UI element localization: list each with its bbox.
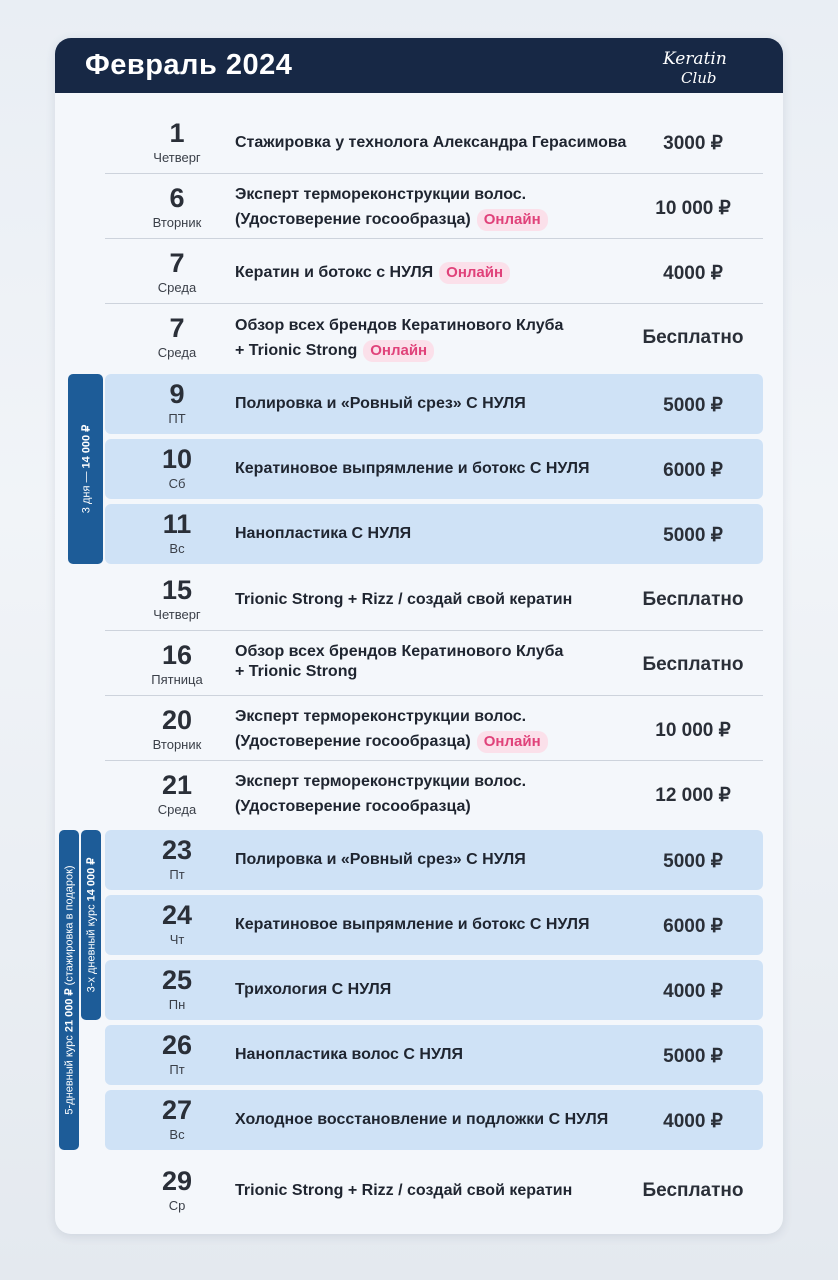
day-of-week: Чт: [169, 932, 185, 947]
course-price: 6000 ₽: [663, 916, 723, 937]
schedule-row-highlighted: [105, 960, 763, 1020]
schedule-card: [55, 38, 783, 1234]
day-of-week: Вс: [169, 541, 185, 556]
day-number: 6: [169, 183, 185, 213]
schedule-row-highlighted: [105, 1090, 763, 1150]
course-title: Кератиновое выпрямление и ботокс С НУЛЯ: [235, 916, 590, 933]
schedule-row-highlighted: [105, 895, 763, 955]
svg-text:Club: Club: [681, 69, 717, 87]
schedule-row-highlighted: [105, 374, 763, 434]
schedule-row-highlighted: [105, 439, 763, 499]
day-of-week: Пн: [168, 997, 186, 1012]
day-of-week: Среда: [157, 280, 197, 295]
course-price: Бесплатно: [642, 327, 744, 348]
course-price: Бесплатно: [642, 654, 744, 675]
schedule-row-highlighted: [105, 1025, 763, 1085]
day-of-week: Вторник: [152, 737, 202, 752]
course-price: 3000 ₽: [663, 133, 723, 154]
course-price: 10 000 ₽: [655, 198, 731, 219]
course-title: Стажировка у технолога Александра Герасимова: [235, 134, 627, 151]
course-price: 4000 ₽: [663, 263, 723, 284]
day-number: 25: [161, 965, 193, 995]
keratin-club-logo: [655, 42, 745, 90]
three-day-course-band: [81, 830, 101, 1020]
course-title: Полировка и «Ровный срез» С НУЛЯ: [235, 395, 526, 412]
course-title: Эксперт термореконструкции волос. (Удостоверение госообразца) Онлайн: [235, 182, 675, 232]
day-number: 27: [161, 1095, 193, 1125]
day-number: 29: [161, 1166, 193, 1196]
course-title: Кератин и ботокс с НУЛЯ Онлайн: [235, 260, 675, 285]
band-label: 5-дневный курс 21 000 ₽ (стажировка в подарок): [63, 865, 76, 1115]
schedule-row-highlighted: [105, 504, 763, 564]
five-day-course-band: [59, 830, 79, 1150]
course-title: Холодное восстановление и подложки С НУЛЯ: [235, 1111, 609, 1128]
day-of-week: Сб: [168, 476, 186, 491]
day-number: 1: [169, 118, 185, 148]
course-title: Обзор всех брендов Кератинового Клуба + Trionic Strong: [235, 643, 564, 680]
schedule-row: [105, 108, 763, 174]
day-number: 21: [161, 770, 193, 800]
svg-text:Keratin: Keratin: [663, 49, 727, 69]
schedule-row: [105, 760, 763, 825]
course-price: 12 000 ₽: [655, 785, 731, 806]
course-price: Бесплатно: [642, 1180, 744, 1201]
schedule-row: [105, 630, 763, 696]
day-number: 7: [169, 248, 185, 278]
day-number: 20: [161, 705, 193, 735]
day-number: 11: [162, 509, 192, 539]
course-title: Нанопластика волос С НУЛЯ: [235, 1046, 464, 1063]
course-price: 10 000 ₽: [655, 720, 731, 741]
course-price: 6000 ₽: [663, 460, 723, 481]
course-title: Обзор всех брендов Кератинового Клуба + Trionic Strong Онлайн: [235, 313, 675, 363]
band-label: 3-х дневный курс 14 000 ₽: [85, 857, 98, 993]
day-number: 26: [161, 1030, 193, 1060]
schedule-row-highlighted: [105, 830, 763, 890]
day-number: 7: [169, 313, 185, 343]
day-of-week: Среда: [157, 345, 197, 360]
course-title: Trionic Strong + Rizz / создай свой кератин: [235, 1182, 573, 1199]
day-of-week: Четверг: [153, 150, 201, 165]
day-of-week: ПТ: [168, 411, 186, 426]
course-price: 5000 ₽: [663, 1046, 723, 1067]
course-price: 5000 ₽: [663, 395, 723, 416]
course-title: Трихология С НУЛЯ: [235, 981, 392, 998]
course-title: Нанопластика С НУЛЯ: [235, 525, 412, 542]
day-number: 23: [161, 835, 193, 865]
course-price: 5000 ₽: [663, 851, 723, 872]
schedule-row: [105, 173, 763, 239]
day-of-week: Пятница: [151, 672, 203, 687]
schedule-row: [105, 695, 763, 761]
day-number: 24: [161, 900, 193, 930]
day-of-week: Четверг: [153, 607, 201, 622]
course-title: Эксперт термореконструкции волос. (Удостоверение госообразца) Онлайн: [235, 704, 675, 754]
online-badge: Онлайн: [477, 209, 548, 231]
day-number: 10: [161, 444, 193, 474]
three-day-course-band: [68, 374, 103, 564]
schedule-row: [105, 565, 763, 631]
schedule-row: [105, 303, 763, 368]
day-of-week: Вс: [169, 1127, 185, 1142]
day-of-week: Пт: [169, 867, 185, 882]
course-title: Trionic Strong + Rizz / создай свой кератин: [235, 591, 573, 608]
day-of-week: Пт: [169, 1062, 185, 1077]
course-title: Полировка и «Ровный срез» С НУЛЯ: [235, 851, 526, 868]
schedule-row: [105, 1156, 763, 1221]
day-of-week: Вторник: [152, 215, 202, 230]
day-number: 16: [161, 640, 193, 670]
course-title: Кератиновое выпрямление и ботокс С НУЛЯ: [235, 460, 590, 477]
online-badge: Онлайн: [363, 340, 434, 362]
day-of-week: Среда: [157, 802, 197, 817]
course-price: 4000 ₽: [663, 981, 723, 1002]
course-price: Бесплатно: [642, 589, 744, 610]
online-badge: Онлайн: [439, 262, 510, 284]
day-number: 15: [161, 575, 193, 605]
band-label: 3 дня — 14 000 ₽: [80, 424, 92, 514]
day-of-week: Ср: [168, 1198, 186, 1213]
header: [55, 38, 783, 93]
day-number: 9: [169, 379, 185, 409]
page-title: Февраль 2024: [85, 49, 293, 81]
course-title: Эксперт термореконструкции волос. (Удостоверение госообразца): [235, 773, 527, 815]
course-price: 5000 ₽: [663, 525, 723, 546]
course-price: 4000 ₽: [663, 1111, 723, 1132]
schedule-row: [105, 238, 763, 304]
online-badge: Онлайн: [477, 731, 548, 753]
